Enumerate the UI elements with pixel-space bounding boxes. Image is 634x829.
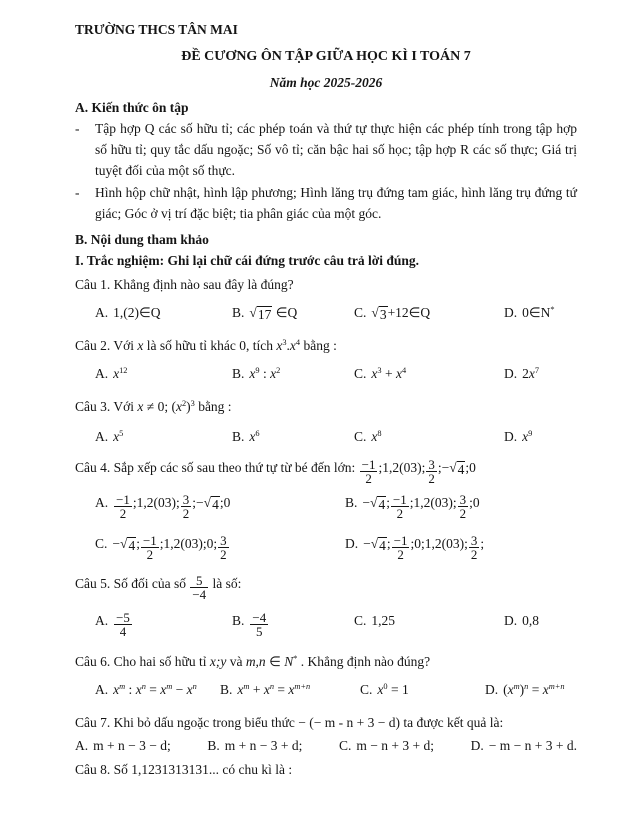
q2-option-a xyxy=(95,364,232,384)
section-a-heading: A. Kiến thức ôn tập xyxy=(75,100,189,115)
opt-math: $(x^m)^n = x^{m+n}$ xyxy=(503,681,565,697)
q3-option-b xyxy=(232,427,354,447)
opt-label: D. xyxy=(504,305,518,321)
opt-label: A. xyxy=(95,613,109,629)
school-name: TRƯỜNG THCS TÂN MAI xyxy=(75,22,238,37)
opt-label: A. xyxy=(95,305,109,321)
q1-option-a xyxy=(95,303,232,323)
opt-math: 1,(2)∈Q xyxy=(113,305,161,321)
opt-math: $x^{12}$ xyxy=(113,366,128,382)
question-3 xyxy=(75,396,577,447)
q6-option-d xyxy=(485,680,577,700)
question-2 xyxy=(75,335,577,384)
q2-option-b xyxy=(232,364,354,384)
opt-math: $x^3 + x^4$ xyxy=(371,366,407,382)
opt-label: C. xyxy=(354,366,367,382)
question-1-stem: Câu 1. Khẳng định nào sau đây là đúng? xyxy=(75,277,294,293)
question-3-options xyxy=(95,427,577,447)
opt-math: $x^9$ xyxy=(522,429,533,445)
q5-option-d xyxy=(504,611,577,631)
question-6-stem: Câu 6. Cho hai số hữu tỉ x;y và m,n ∈ N* . Khẳng định nào đúng? xyxy=(75,653,431,669)
q5-option-b xyxy=(232,611,354,638)
opt-label: A. xyxy=(95,681,109,697)
opt-math: $x^0 = 1$ xyxy=(377,681,409,697)
question-8 xyxy=(75,759,577,781)
opt-label: C. xyxy=(95,535,108,551)
opt-label: B. xyxy=(345,495,358,511)
opt-math: m + n − 3 − d; xyxy=(93,737,171,753)
q4-option-d xyxy=(345,534,577,561)
section-i-heading: I. Trắc nghiệm: Ghi lại chữ cái đứng trước câu trả lời đúng. xyxy=(75,253,420,269)
opt-label: D. xyxy=(345,535,359,551)
knowledge-bullet-2 xyxy=(75,182,577,224)
question-6 xyxy=(75,651,577,700)
opt-label: A. xyxy=(95,366,109,382)
opt-math: $2x^7$ xyxy=(522,366,540,382)
opt-label: C. xyxy=(354,305,367,321)
question-7-stem: Câu 7. Khi bỏ dấu ngoặc trong biểu thức − (− m - n + 3 − d) ta được kết quả là: xyxy=(75,714,504,730)
opt-math: − √ 4 ; $\frac{-1}{2}$ ;1,2(03);0; $\frac{3}{2}$ xyxy=(112,532,227,562)
question-5-stem: Câu 5. Số đối của số $\frac{5}{-4}$ là số: xyxy=(75,572,242,603)
opt-math: $x^8$ xyxy=(371,429,382,445)
opt-label: B. xyxy=(220,681,233,697)
question-4-stem: Câu 4. Sắp xếp các số sau theo thứ tự từ bé đến lớn: $\frac{-1}{2}$ ;1,2(03); $\frac{3}{2}$ ;− √ 4 ;0 xyxy=(75,456,476,487)
q3-option-d xyxy=(504,427,577,447)
opt-math: $x^9$ : $x^2$ xyxy=(249,366,281,382)
bullet-text: Tập hợp Q các số hữu tỉ; các phép toán và thứ tự thực hiện các phép tính trong tập hợp số hữu tỉ; quy tắc dấu ngoặc; Số vô tỉ; căn bậc hai số học; tập hợp R các số thực; Giá trị tuyệt đối của một số thực. xyxy=(95,121,577,179)
opt-math: $\frac{-4}{5}$ xyxy=(252,610,267,640)
q6-option-b xyxy=(220,680,360,700)
question-1-options xyxy=(95,303,577,323)
q3-option-c xyxy=(354,427,504,447)
page-title: ĐỀ CƯƠNG ÔN TẬP GIỮA HỌC KÌ I TOÁN 7 xyxy=(181,49,471,64)
knowledge-bullet-1 xyxy=(75,118,577,182)
opt-math: √ 17 ∈Q xyxy=(249,305,298,323)
q1-option-b xyxy=(232,303,354,323)
opt-math: $x^5$ xyxy=(113,429,124,445)
question-1 xyxy=(75,274,577,323)
section-b-heading: B. Nội dung tham khảo xyxy=(75,232,209,248)
bullet-marker: - xyxy=(75,121,80,136)
opt-math: $x^m$ : $x^n = x^m - x^n$ xyxy=(113,681,197,697)
bullet-text: Hình hộp chữ nhật, hình lập phương; Hình lăng trụ đứng tam giác, hình lăng trụ đứng tứ giác; Góc ở vị trí đặc biệt; tia phân giác của một góc. xyxy=(95,184,577,221)
opt-label: C. xyxy=(339,737,352,753)
q2-option-d xyxy=(504,364,577,384)
q4-option-c xyxy=(95,534,345,561)
opt-math: $\frac{-5}{4}$ xyxy=(116,610,130,640)
q6-option-c xyxy=(360,680,485,700)
opt-label: C. xyxy=(354,613,367,629)
opt-label: C. xyxy=(354,429,367,445)
question-7 xyxy=(75,712,577,756)
q4-option-a xyxy=(95,493,345,520)
opt-label: B. xyxy=(232,305,245,321)
opt-label: B. xyxy=(232,366,245,382)
opt-label: B. xyxy=(207,737,220,753)
question-5-options xyxy=(95,611,577,638)
q3-option-a xyxy=(95,427,232,447)
opt-label: B. xyxy=(232,613,245,629)
question-8-stem: Câu 8. Số 1,1231313131... có chu kì là : xyxy=(75,761,293,777)
q7-option-c xyxy=(339,736,434,756)
bullet-marker: - xyxy=(75,184,80,200)
question-6-options xyxy=(95,680,577,700)
q1-option-c xyxy=(354,303,504,323)
opt-label: D. xyxy=(504,366,518,382)
school-year: Năm học 2025-2026 xyxy=(269,75,383,90)
q5-option-c xyxy=(354,611,504,631)
opt-math: m − n + 3 + d; xyxy=(356,737,434,753)
opt-label: A. xyxy=(75,737,89,753)
opt-math: 1,25 xyxy=(371,613,396,629)
q6-option-a xyxy=(95,680,220,700)
question-4 xyxy=(75,457,577,561)
opt-math: $x^m + x^n = x^{m+n}$ xyxy=(237,681,311,697)
question-4-options xyxy=(95,493,577,561)
opt-math: m + n − 3 + d; xyxy=(224,737,303,753)
opt-label: A. xyxy=(95,495,109,511)
opt-math: − √ 4 ; $\frac{-1}{2}$ ;1,2(03); $\frac{3}{2}$ ;0 xyxy=(362,492,480,522)
opt-label: B. xyxy=(232,429,245,445)
opt-label: D. xyxy=(485,681,499,697)
question-2-stem: Câu 2. Với x là số hữu tỉ khác 0, tích $x^3.x^4$ bằng : xyxy=(75,338,337,354)
q1-option-d xyxy=(504,303,577,323)
opt-math: − √ 4 ; $\frac{-1}{2}$ ;0;1,2(03); $\frac{3}{2}$ ; xyxy=(363,532,485,562)
opt-math: $x^6$ xyxy=(249,429,260,445)
opt-math: √ 3 +12∈Q xyxy=(371,305,431,323)
question-5 xyxy=(75,573,577,639)
opt-math: 0,8 xyxy=(522,613,539,629)
opt-math: 0∈N* xyxy=(522,305,555,321)
opt-math: − m − n + 3 + d. xyxy=(488,737,577,753)
q4-option-b xyxy=(345,493,577,520)
q2-option-c xyxy=(354,364,504,384)
opt-label: C. xyxy=(360,681,373,697)
opt-math: $\frac{-1}{2}$ ;1,2(03); $\frac{3}{2}$ ;− √ 4 ;0 xyxy=(116,492,231,522)
opt-label: A. xyxy=(95,429,109,445)
q7-option-d xyxy=(471,736,577,756)
question-2-options xyxy=(95,364,577,384)
opt-label: D. xyxy=(470,737,484,753)
q5-option-a xyxy=(95,611,232,638)
opt-label: D. xyxy=(504,613,518,629)
q7-option-a xyxy=(75,736,171,756)
question-3-stem: Câu 3. Với x ≠ 0; $(x^2)^3$ bằng : xyxy=(75,399,232,415)
opt-label: D. xyxy=(504,429,518,445)
q7-option-b xyxy=(207,736,302,756)
question-7-options xyxy=(75,736,577,756)
